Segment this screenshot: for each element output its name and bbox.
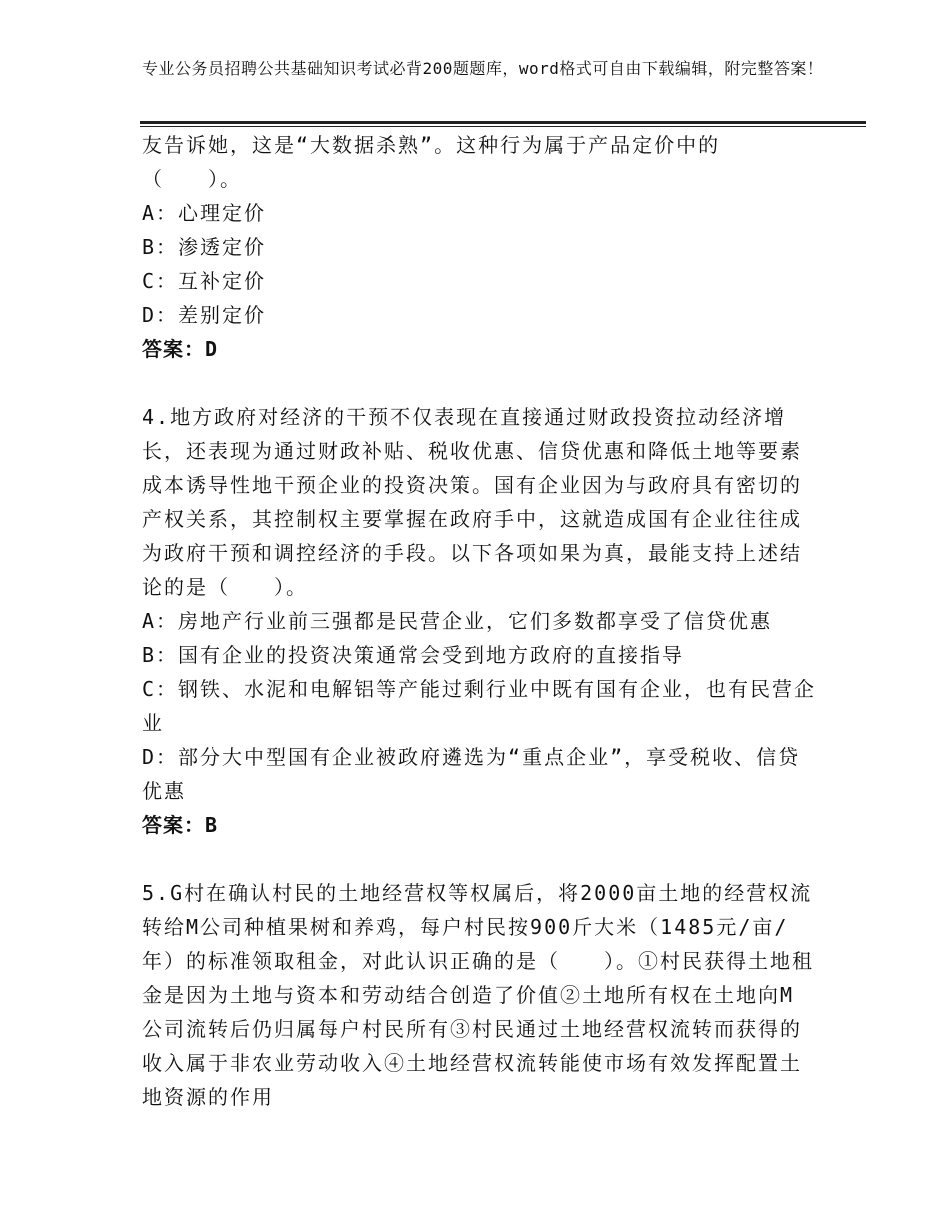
question-3 xyxy=(142,128,822,366)
question-stem-line: 公司流转后仍归属每户村民所有③村民通过土地经营权流转而获得的 xyxy=(142,1017,802,1041)
spacer xyxy=(142,366,822,400)
question-stem-line: 成本诱导性地干预企业的投资决策。国有企业因为与政府具有密切的 xyxy=(142,473,802,497)
page-header: 专业公务员招聘公共基础知识考试必背200题题库，word格式可自由下载编辑，附完整答案！ xyxy=(142,59,824,78)
question-stem-line: 5.G村在确认村民的土地经营权等权属后，将2000亩土地的经营权流 xyxy=(142,881,813,905)
option-d: D：部分大中型国有企业被政府遴选为“重点企业”，享受税收、信贷 xyxy=(142,745,801,769)
option-c: C：钢铁、水泥和电解铝等产能过剩行业中既有国有企业，也有民营企 xyxy=(142,677,817,701)
option-b: B：国有企业的投资决策通常会受到地方政府的直接指导 xyxy=(142,643,685,667)
document-body xyxy=(142,128,822,1114)
option-d: D：差别定价 xyxy=(142,303,267,327)
header-rule-thin xyxy=(140,126,866,127)
question-stem-line: 友告诉她，这是“大数据杀熟”。这种行为属于产品定价中的 xyxy=(142,133,721,157)
question-4 xyxy=(142,400,822,842)
header-rule-thick xyxy=(140,121,866,124)
option-b: B：渗透定价 xyxy=(142,235,267,259)
spacer xyxy=(142,842,822,876)
answer-label: 答案：B xyxy=(142,813,219,837)
question-stem-line: 论的是（ ）。 xyxy=(142,575,308,599)
question-stem-line: 地资源的作用 xyxy=(142,1085,274,1109)
option-c: C：互补定价 xyxy=(142,269,267,293)
question-stem-line: 金是因为土地与资本和劳动结合创造了价值②土地所有权在土地向M xyxy=(142,983,795,1007)
option-c-continued: 业 xyxy=(142,711,164,735)
question-stem-line: 年）的标准领取租金，对此认识正确的是（ ）。①村民获得土地租 xyxy=(142,949,814,973)
question-stem-line: 4.地方政府对经济的干预不仅表现在直接通过财政投资拉动经济增 xyxy=(142,405,787,429)
answer-label: 答案：D xyxy=(142,337,219,361)
question-stem-line: （ ）。 xyxy=(142,167,242,191)
option-d-continued: 优惠 xyxy=(142,779,186,803)
question-stem-line: 收入属于非农业劳动收入④土地经营权流转能使市场有效发挥配置土 xyxy=(142,1051,802,1075)
question-5 xyxy=(142,876,822,1114)
option-a: A：房地产行业前三强都是民营企业，它们多数都享受了信贷优惠 xyxy=(142,609,773,633)
question-stem-line: 产权关系，其控制权主要掌握在政府手中，这就造成国有企业往往成 xyxy=(142,507,802,531)
question-stem-line: 转给M公司种植果树和养鸡，每户村民按900斤大米（1485元/亩/ xyxy=(142,915,789,939)
question-stem-line: 为政府干预和调控经济的手段。以下各项如果为真，最能支持上述结 xyxy=(142,541,802,565)
question-stem-line: 长，还表现为通过财政补贴、税收优惠、信贷优惠和降低土地等要素 xyxy=(142,439,802,463)
option-a: A：心理定价 xyxy=(142,201,267,225)
